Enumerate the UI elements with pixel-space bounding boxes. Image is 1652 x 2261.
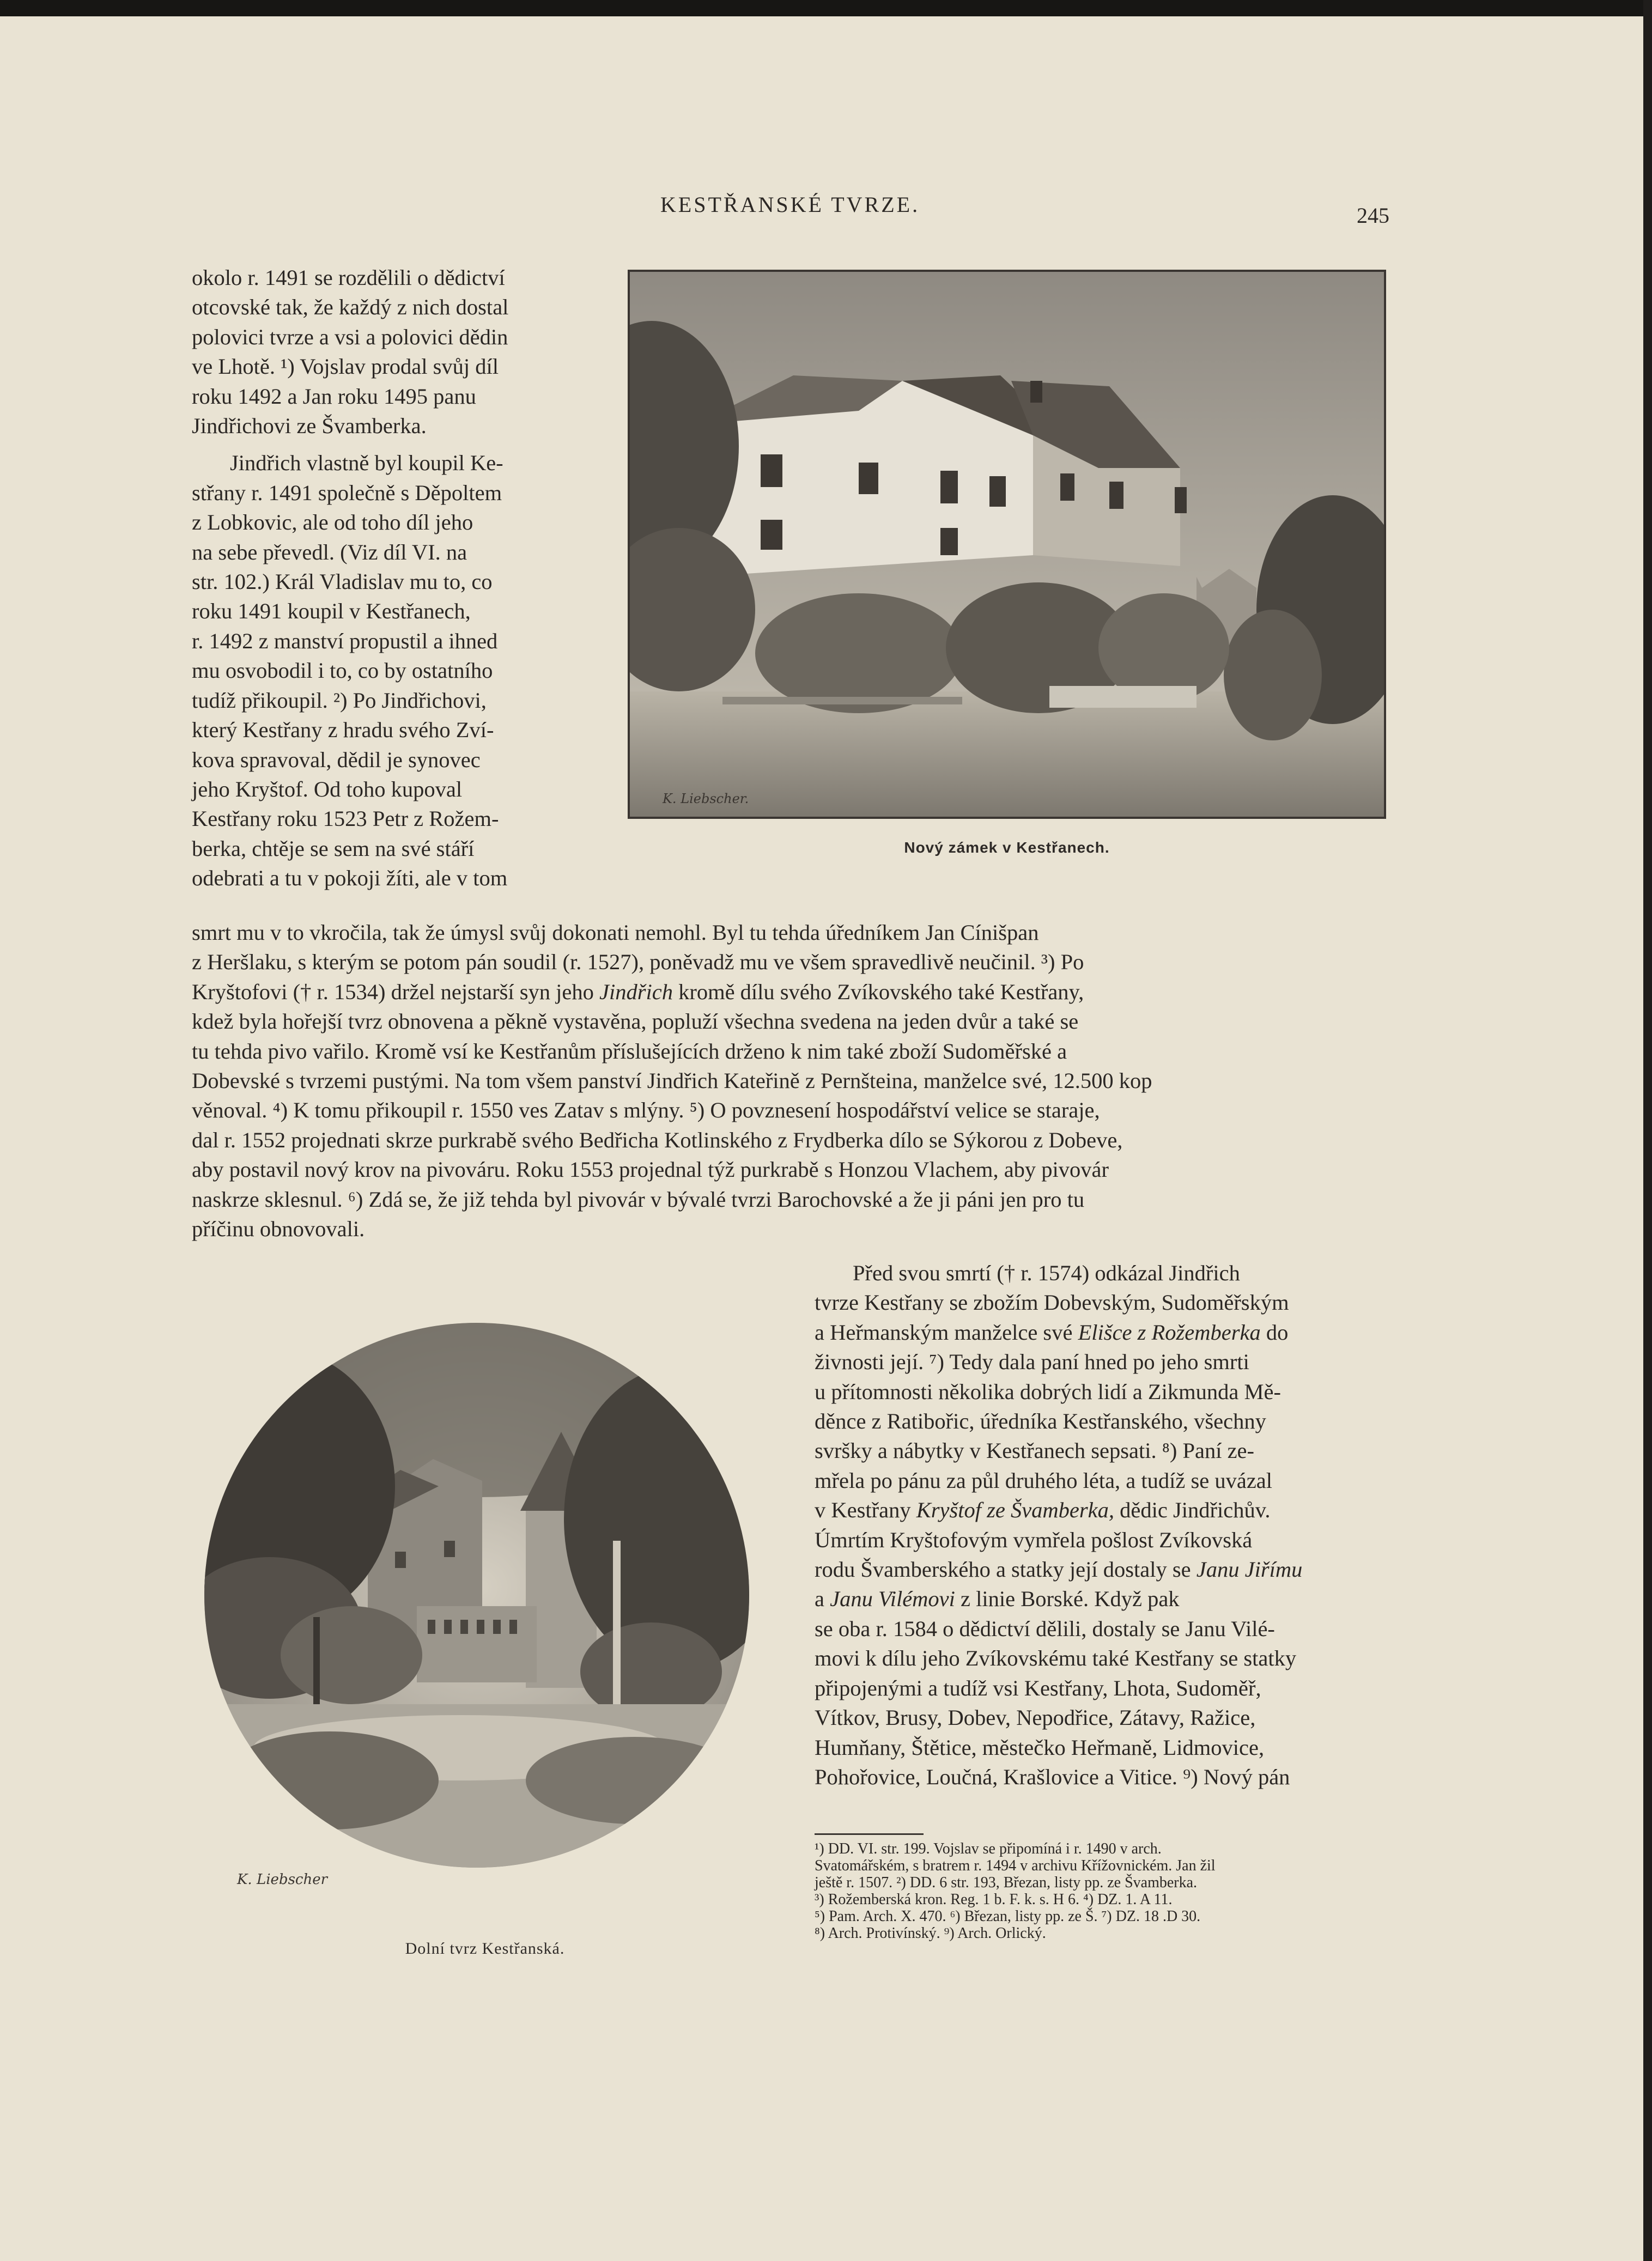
scan-top-border [0,0,1652,16]
text-line: smrt mu v to vkročila, tak že úmysl svůj dokonati nemohl. Byl tu tehda úředníkem Jan Cínišpan [192,920,1039,945]
text-line: roku 1492 a Jan roku 1495 panu [192,384,476,409]
footnote-line: ⁵) Pam. Arch. X. 470. ⁶) Březan, listy pp. ze Š. ⁷) DZ. 18 .D 30. [815,1908,1201,1925]
text-line-part: v Kestřany [815,1498,911,1523]
text-line-part: a [815,1587,824,1612]
wide-text [192,918,1385,1244]
text-line: mřela po pánu za půl druhého léta, a tudíž se uvázal [815,1468,1273,1493]
emphasis-name: Janu Vilémovi [830,1587,955,1612]
text-line: tvrze Kestřany se zbožím Dobevským, Sudoměřským [815,1290,1289,1315]
figure-caption: Dolní tvrz Kestřanská. [405,1940,565,1958]
text-line: Dobevské s tvrzemi pustými. Na tom všem panství Jindřich Kateřině z Pernšteina, manželce své, 12.500 kop [192,1068,1152,1093]
emphasis-name: Jindřich [599,979,673,1004]
text-line: Před svou smrtí († r. 1574) odkázal Jindřich [853,1261,1240,1285]
text-line: Jindřich vlastně byl koupil Ke- [230,451,503,476]
text-line [815,1555,1378,1584]
right-column-text [815,1259,1378,1792]
text-line: se oba r. 1584 o dědictví dělili, dostaly se Janu Vilé- [815,1616,1275,1641]
fortress-engraving [188,1323,774,1911]
text-line: kdež byla hořejší tvrz obnovena a pěkně vystavěna, popluží všechna svedena na jeden dvůr a také se [192,1009,1079,1034]
text-line [815,1584,1378,1614]
footnote-line: ³) Rožemberská kron. Reg. 1 b. F. k. s. H 6. ⁴) DZ. 1. A 11. [815,1891,1173,1908]
text-line-part: kromě dílu svého Zvíkovského také Kestřany, [678,979,1084,1004]
text-line: připojenými a tudíž vsi Kestřany, Lhota, Sudoměř, [815,1675,1261,1700]
text-line: z Heršlaku, s kterým se potom pán soudil (r. 1527), poněvadž mu ve všem spravedlivě neučinil. ³) Po [192,950,1084,975]
text-line: Vítkov, Brusy, Dobev, Nepodřice, Zátavy, Ražice, [815,1705,1256,1730]
text-line: jeho Kryštof. Od toho kupoval [192,776,463,801]
footnote-line: Svatomářském, s bratrem r. 1494 v archivu Křížovnickém. Jan žil [815,1857,1216,1874]
castle-engraving [630,272,1384,817]
text-line-part: do [1266,1320,1289,1345]
footnote-line: ¹) DD. VI. str. 199. Vojslav se připomíná i r. 1490 v arch. [815,1840,1162,1857]
text-line-part: rodu Švamberského a statky její dostaly se [815,1557,1191,1582]
text-line: Humňany, Štětice, městečko Heřmaně, Lidmovice, [815,1735,1265,1760]
text-line: kova spravoval, dědil je synovec [192,747,481,772]
scan-right-border [1643,0,1652,2261]
text-line: živnosti její. ⁷) Tedy dala paní hned po jeho smrti [815,1350,1249,1375]
text-line: Jindřichovi ze Švamberka. [192,414,427,439]
emphasis-name: Janu Jiřímu [1196,1557,1303,1582]
footnote-rule [815,1833,924,1835]
page-number: 245 [1357,203,1389,228]
text-line: z Lobkovic, ale od toho díl jeho [192,510,473,535]
figure-caption: Nový zámek v Kestřanech. [904,839,1110,856]
emphasis-name: Kryštof ze Švamberka, [916,1498,1115,1523]
text-line: věnoval. ⁴) K tomu přikoupil r. 1550 ves Zatav s mlýny. ⁵) O povznesení hospodářství velice se staraje, [192,1098,1100,1123]
text-line: berka, chtěje se sem na své stáří [192,836,475,861]
text-line: roku 1491 koupil v Kestřanech, [192,599,471,624]
text-line: aby postavil nový krov na pivováru. Roku 1553 projednal týž purkrabě s Honzou Vlachem, aby pivovár [192,1157,1109,1182]
text-line: otcovské tak, že každý z nich dostal [192,295,509,320]
text-line: tu tehda pivo vařilo. Kromě vsí ke Kestřanům příslušejících drženo k nim také zboží Sudoměřské a [192,1038,1067,1063]
text-line-part: a Heřmanským manželce své [815,1320,1073,1345]
text-line-part: Kryštofovi († r. 1534) držel nejstarší syn jeho [192,979,594,1004]
text-line-part: dědic Jindřichův. [1120,1498,1271,1523]
figure-signature: K. Liebscher [237,1871,328,1888]
text-line: polovici tvrze a vsi a polovici dědin [192,324,508,349]
text-line: naskrze sklesnul. ⁶) Zdá se, že již tehda byl pivovár v bývalé tvrzi Barochovské a že ji páni jen pro tu [192,1187,1085,1212]
emphasis-name: Elišce z Rožemberka [1078,1320,1261,1345]
text-line: děnce z Ratibořic, úředníka Kestřanského, všechny [815,1409,1266,1434]
text-line: str. 102.) Král Vladislav mu to, co [192,569,493,594]
figure-signature: K. Liebscher. [663,791,749,806]
text-line: odebrati a tu v pokoji žíti, ale v tom [192,866,508,891]
text-line [815,1318,1378,1347]
text-line: Úmrtím Kryštofovým vymřela pošlost Zvíkovská [815,1527,1253,1552]
footnote-line: ⁸) Arch. Protivínský. ⁹) Arch. Orlický. [815,1925,1046,1942]
text-line: Pohořovice, Loučná, Krašlovice a Vitice. ⁹) Nový pán [815,1764,1290,1789]
text-line: mu osvobodil i to, co by ostatního [192,658,493,683]
text-line: střany r. 1491 společně s Děpoltem [192,480,502,505]
text-line: svršky a nábytky v Kestřanech sepsati. ⁸) Paní ze- [815,1438,1255,1463]
figure-lower-fortress [188,1323,774,1911]
running-title: KESTŘANSKÉ TVRZE. [660,192,920,217]
text-line [815,1496,1378,1525]
footnote-line: ještě r. 1507. ²) DD. 6 str. 193, Březan, listy pp. ze Švamberka. [815,1874,1198,1891]
figure-new-castle [628,270,1386,819]
text-line [192,977,1385,1007]
left-column-text [192,263,573,894]
text-line: okolo r. 1491 se rozdělili o dědictví [192,265,505,290]
text-line: r. 1492 z manství propustil a ihned [192,628,498,653]
text-line: příčinu obnovovali. [192,1217,365,1242]
text-line: který Kestřany z hradu svého Zví- [192,718,494,743]
text-line: Kestřany roku 1523 Petr z Rožem- [192,806,499,831]
text-line: na sebe převedl. (Viz díl VI. na [192,539,467,564]
text-line: movi k dílu jeho Zvíkovskému také Kestřany se statky [815,1646,1297,1671]
text-line: dal r. 1552 projednati skrze purkrabě svého Bedřicha Kotlinského z Frydberka dílo se Sýkorou z Dobeve, [192,1127,1123,1152]
text-line: ve Lhotě. ¹) Vojslav prodal svůj díl [192,354,499,379]
footnotes [815,1840,1376,1942]
text-line-part: z linie Borské. Když pak [961,1587,1180,1612]
text-line: tudíž přikoupil. ²) Po Jindřichovi, [192,688,487,713]
text-line: u přítomnosti několika dobrých lidí a Zikmunda Mě- [815,1379,1281,1404]
